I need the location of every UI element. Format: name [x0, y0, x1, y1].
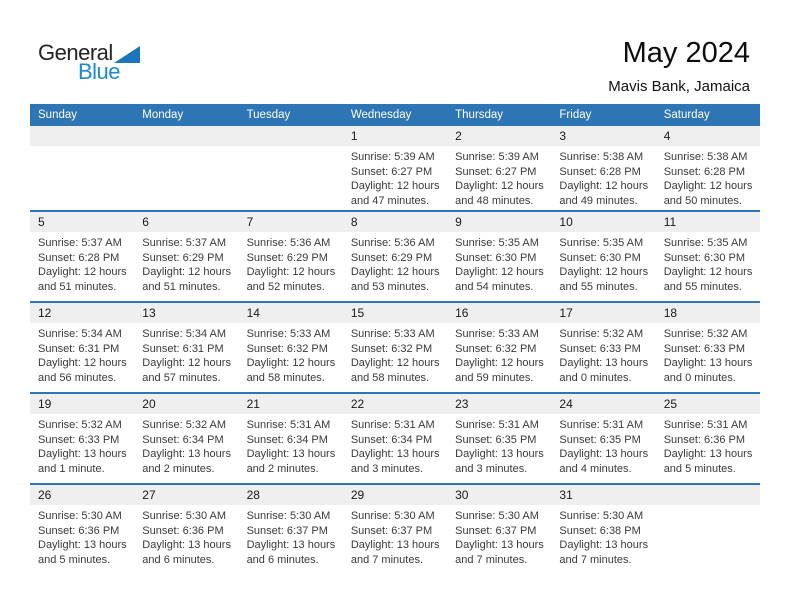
day-info — [239, 505, 343, 567]
day-info — [343, 414, 447, 476]
sunset-text: Sunset: 6:31 PM — [38, 342, 120, 355]
day-info — [447, 232, 551, 294]
sunset-text: Sunset: 6:28 PM — [663, 165, 746, 178]
day-cell — [551, 485, 655, 574]
day-cell — [447, 303, 551, 392]
day-number: 4 — [656, 126, 760, 146]
day-number: 25 — [656, 394, 760, 414]
sunrise-text: Sunrise: 5:30 AM — [142, 510, 227, 522]
sunset-text: Sunset: 6:37 PM — [350, 524, 433, 537]
day-info — [30, 414, 134, 476]
day-info — [134, 414, 238, 476]
day-number — [239, 126, 343, 146]
sunrise-text: Sunrise: 5:30 AM — [350, 510, 435, 522]
day-number: 7 — [239, 212, 343, 232]
day-number — [656, 485, 760, 505]
day-number: 15 — [343, 303, 447, 323]
day-number: 9 — [447, 212, 551, 232]
sunrise-text: Sunrise: 5:38 AM — [663, 151, 748, 163]
calendar-body — [30, 126, 760, 574]
daylight-text: Daylight: 12 hours and 55 minutes. — [559, 266, 649, 293]
day-info — [447, 414, 551, 476]
daylight-text: Daylight: 13 hours and 6 minutes. — [246, 539, 336, 566]
day-cell — [134, 485, 238, 574]
daylight-text: Daylight: 12 hours and 57 minutes. — [142, 357, 231, 384]
day-info — [447, 323, 551, 385]
day-number: 24 — [551, 394, 655, 414]
sunset-text: Sunset: 6:30 PM — [663, 251, 746, 264]
day-cell — [447, 394, 551, 483]
page-title: May 2024 — [622, 37, 750, 69]
sunrise-text: Sunrise: 5:32 AM — [559, 328, 644, 340]
empty-day-cell — [656, 485, 760, 574]
sunrise-text: Sunrise: 5:33 AM — [455, 328, 539, 340]
day-number: 29 — [343, 485, 447, 505]
sunrise-text: Sunrise: 5:30 AM — [38, 510, 122, 522]
daylight-text: Daylight: 12 hours and 54 minutes. — [455, 266, 544, 293]
sunrise-text: Sunrise: 5:39 AM — [455, 151, 539, 163]
day-cell — [447, 485, 551, 574]
sunset-text: Sunset: 6:34 PM — [350, 433, 433, 446]
daylight-text: Daylight: 13 hours and 7 minutes. — [559, 539, 649, 566]
day-cell — [656, 212, 760, 301]
day-info — [239, 232, 343, 294]
sunrise-text: Sunrise: 5:30 AM — [246, 510, 331, 522]
sunset-text: Sunset: 6:32 PM — [350, 342, 433, 355]
day-info — [134, 323, 238, 385]
logo-text-blue: Blue — [78, 59, 121, 84]
daylight-text: Daylight: 13 hours and 0 minutes. — [663, 357, 753, 384]
sunset-text: Sunset: 6:31 PM — [142, 342, 224, 355]
sunrise-text: Sunrise: 5:33 AM — [246, 328, 331, 340]
daylight-text: Daylight: 12 hours and 51 minutes. — [142, 266, 231, 293]
day-info — [551, 323, 655, 385]
sunrise-text: Sunrise: 5:31 AM — [663, 419, 748, 431]
day-number: 13 — [134, 303, 238, 323]
sunset-text: Sunset: 6:30 PM — [455, 251, 537, 264]
day-cell — [343, 394, 447, 483]
day-info — [239, 414, 343, 476]
weekday-header-tuesday: Tuesday — [246, 109, 291, 121]
sunset-text: Sunset: 6:35 PM — [455, 433, 537, 446]
day-cell — [656, 394, 760, 483]
day-cell — [134, 394, 238, 483]
day-info — [134, 232, 238, 294]
sunrise-text: Sunrise: 5:35 AM — [455, 237, 539, 249]
day-number: 12 — [30, 303, 134, 323]
sunset-text: Sunset: 6:32 PM — [246, 342, 328, 355]
day-number: 17 — [551, 303, 655, 323]
daylight-text: Daylight: 12 hours and 58 minutes. — [246, 357, 336, 384]
day-info — [447, 505, 551, 567]
day-info — [551, 414, 655, 476]
day-info — [343, 323, 447, 385]
sunset-text: Sunset: 6:35 PM — [559, 433, 641, 446]
day-number: 26 — [30, 485, 134, 505]
sunset-text: Sunset: 6:33 PM — [38, 433, 120, 446]
day-number: 27 — [134, 485, 238, 505]
day-number — [134, 126, 238, 146]
day-number: 11 — [656, 212, 760, 232]
sunset-text: Sunset: 6:27 PM — [350, 165, 433, 178]
sunrise-text: Sunrise: 5:31 AM — [559, 419, 644, 431]
daylight-text: Daylight: 12 hours and 52 minutes. — [246, 266, 336, 293]
day-number: 31 — [551, 485, 655, 505]
sunrise-text: Sunrise: 5:34 AM — [38, 328, 122, 340]
title-block — [608, 36, 750, 96]
day-cell — [30, 394, 134, 483]
day-cell — [551, 303, 655, 392]
daylight-text: Daylight: 13 hours and 4 minutes. — [559, 448, 649, 475]
sunset-text: Sunset: 6:36 PM — [38, 524, 120, 537]
day-info — [134, 505, 238, 567]
weekday-header-row — [30, 104, 760, 126]
sunrise-text: Sunrise: 5:31 AM — [455, 419, 539, 431]
day-number: 23 — [447, 394, 551, 414]
day-number — [30, 126, 134, 146]
day-cell — [656, 126, 760, 210]
weekday-header-thursday: Thursday — [455, 109, 504, 121]
daylight-text: Daylight: 13 hours and 5 minutes. — [663, 448, 753, 475]
day-cell — [551, 126, 655, 210]
daylight-text: Daylight: 12 hours and 49 minutes. — [559, 180, 649, 207]
sunrise-text: Sunrise: 5:36 AM — [350, 237, 435, 249]
daylight-text: Daylight: 12 hours and 59 minutes. — [455, 357, 544, 384]
day-info — [656, 414, 760, 476]
day-cell — [239, 303, 343, 392]
day-number: 6 — [134, 212, 238, 232]
sunset-text: Sunset: 6:36 PM — [663, 433, 746, 446]
daylight-text: Daylight: 13 hours and 5 minutes. — [38, 539, 127, 566]
daylight-text: Daylight: 13 hours and 7 minutes. — [455, 539, 544, 566]
sunset-text: Sunset: 6:33 PM — [559, 342, 641, 355]
calendar-table — [30, 104, 760, 574]
sunset-text: Sunset: 6:27 PM — [455, 165, 537, 178]
daylight-text: Daylight: 13 hours and 3 minutes. — [350, 448, 440, 475]
sunset-text: Sunset: 6:30 PM — [559, 251, 641, 264]
sunset-text: Sunset: 6:29 PM — [350, 251, 433, 264]
day-info — [656, 146, 760, 208]
day-info — [343, 505, 447, 567]
sunset-text: Sunset: 6:28 PM — [38, 251, 120, 264]
daylight-text: Daylight: 12 hours and 50 minutes. — [663, 180, 753, 207]
day-info — [239, 323, 343, 385]
daylight-text: Daylight: 12 hours and 58 minutes. — [350, 357, 440, 384]
daylight-text: Daylight: 13 hours and 0 minutes. — [559, 357, 649, 384]
day-cell — [134, 303, 238, 392]
day-info — [30, 323, 134, 385]
day-info — [343, 146, 447, 208]
day-number: 2 — [447, 126, 551, 146]
day-number: 22 — [343, 394, 447, 414]
day-number: 18 — [656, 303, 760, 323]
daylight-text: Daylight: 13 hours and 7 minutes. — [350, 539, 440, 566]
day-cell — [30, 303, 134, 392]
sunrise-text: Sunrise: 5:30 AM — [455, 510, 539, 522]
daylight-text: Daylight: 13 hours and 1 minute. — [38, 448, 127, 475]
sunrise-text: Sunrise: 5:36 AM — [246, 237, 331, 249]
empty-day-cell — [134, 126, 238, 210]
day-number: 8 — [343, 212, 447, 232]
day-cell — [343, 212, 447, 301]
sunrise-text: Sunrise: 5:34 AM — [142, 328, 227, 340]
day-number: 10 — [551, 212, 655, 232]
weekday-header-friday: Friday — [559, 109, 592, 121]
day-info — [30, 505, 134, 567]
sunrise-text: Sunrise: 5:38 AM — [559, 151, 644, 163]
sunset-text: Sunset: 6:37 PM — [246, 524, 328, 537]
day-cell — [551, 212, 655, 301]
daylight-text: Daylight: 13 hours and 2 minutes. — [142, 448, 231, 475]
day-info — [30, 232, 134, 294]
sunset-text: Sunset: 6:36 PM — [142, 524, 224, 537]
week-row — [30, 126, 760, 210]
day-info — [656, 232, 760, 294]
sunrise-text: Sunrise: 5:32 AM — [663, 328, 748, 340]
day-info — [551, 232, 655, 294]
day-number: 1 — [343, 126, 447, 146]
general-blue-logo — [38, 42, 140, 83]
day-info — [343, 232, 447, 294]
sunrise-text: Sunrise: 5:32 AM — [142, 419, 227, 431]
daylight-text: Daylight: 13 hours and 2 minutes. — [246, 448, 336, 475]
day-info — [656, 323, 760, 385]
sunrise-text: Sunrise: 5:31 AM — [246, 419, 331, 431]
week-row — [30, 210, 760, 301]
day-number: 28 — [239, 485, 343, 505]
empty-day-cell — [30, 126, 134, 210]
day-number: 3 — [551, 126, 655, 146]
day-cell — [239, 485, 343, 574]
day-number: 14 — [239, 303, 343, 323]
day-cell — [656, 303, 760, 392]
empty-day-cell — [239, 126, 343, 210]
day-number: 21 — [239, 394, 343, 414]
day-cell — [343, 485, 447, 574]
day-cell — [30, 485, 134, 574]
sunrise-text: Sunrise: 5:35 AM — [559, 237, 644, 249]
logo-text-general: General — [38, 40, 113, 65]
sunrise-text: Sunrise: 5:37 AM — [142, 237, 227, 249]
sunrise-text: Sunrise: 5:39 AM — [350, 151, 435, 163]
day-cell — [447, 212, 551, 301]
day-info — [551, 146, 655, 208]
sunset-text: Sunset: 6:32 PM — [455, 342, 537, 355]
daylight-text: Daylight: 12 hours and 51 minutes. — [38, 266, 127, 293]
day-info — [447, 146, 551, 208]
sunrise-text: Sunrise: 5:35 AM — [663, 237, 748, 249]
day-cell — [239, 394, 343, 483]
day-cell — [343, 303, 447, 392]
day-number: 30 — [447, 485, 551, 505]
sunrise-text: Sunrise: 5:33 AM — [350, 328, 435, 340]
sunrise-text: Sunrise: 5:30 AM — [559, 510, 644, 522]
sunset-text: Sunset: 6:37 PM — [455, 524, 537, 537]
sunset-text: Sunset: 6:34 PM — [142, 433, 224, 446]
sunset-text: Sunset: 6:28 PM — [559, 165, 641, 178]
day-info — [551, 505, 655, 567]
weekday-header-saturday: Saturday — [663, 109, 710, 121]
day-cell — [134, 212, 238, 301]
weekday-header-sunday: Sunday — [38, 109, 78, 121]
week-row — [30, 483, 760, 574]
daylight-text: Daylight: 12 hours and 56 minutes. — [38, 357, 127, 384]
daylight-text: Daylight: 12 hours and 47 minutes. — [350, 180, 440, 207]
daylight-text: Daylight: 13 hours and 3 minutes. — [455, 448, 544, 475]
day-number: 16 — [447, 303, 551, 323]
week-row — [30, 392, 760, 483]
sunset-text: Sunset: 6:38 PM — [559, 524, 641, 537]
weekday-header-monday: Monday — [142, 109, 184, 121]
sunset-text: Sunset: 6:34 PM — [246, 433, 328, 446]
weekday-header-wednesday: Wednesday — [350, 109, 412, 121]
day-number: 19 — [30, 394, 134, 414]
day-number: 20 — [134, 394, 238, 414]
sunset-text: Sunset: 6:29 PM — [246, 251, 328, 264]
day-cell — [239, 212, 343, 301]
sunrise-text: Sunrise: 5:32 AM — [38, 419, 122, 431]
daylight-text: Daylight: 13 hours and 6 minutes. — [142, 539, 231, 566]
day-number: 5 — [30, 212, 134, 232]
sunrise-text: Sunrise: 5:37 AM — [38, 237, 122, 249]
daylight-text: Daylight: 12 hours and 48 minutes. — [455, 180, 544, 207]
day-cell — [30, 212, 134, 301]
day-cell — [343, 126, 447, 210]
sunrise-text: Sunrise: 5:31 AM — [350, 419, 435, 431]
location-subtitle: Mavis Bank, Jamaica — [608, 78, 750, 95]
daylight-text: Daylight: 12 hours and 55 minutes. — [663, 266, 753, 293]
sunset-text: Sunset: 6:33 PM — [663, 342, 746, 355]
sunset-text: Sunset: 6:29 PM — [142, 251, 224, 264]
daylight-text: Daylight: 12 hours and 53 minutes. — [350, 266, 440, 293]
week-row — [30, 301, 760, 392]
day-cell — [551, 394, 655, 483]
day-cell — [447, 126, 551, 210]
